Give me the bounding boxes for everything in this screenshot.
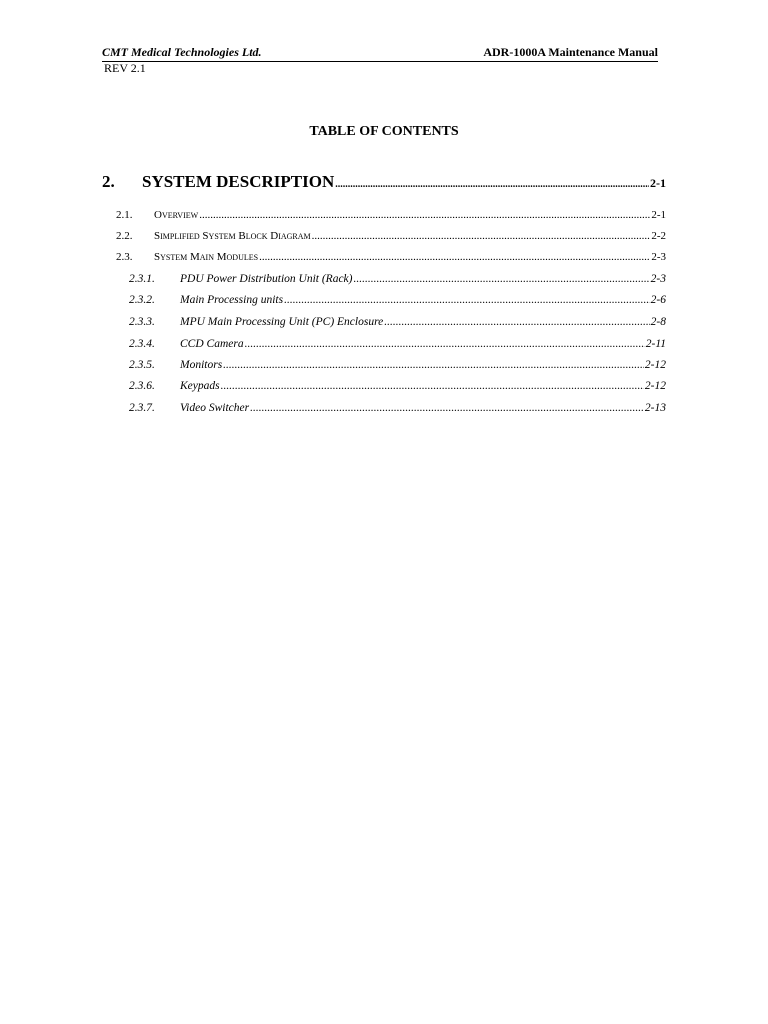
toc-entry-page: 2-3: [650, 273, 666, 285]
toc-dot-leader: [284, 294, 650, 306]
toc-entry-number: 2.1.: [116, 209, 133, 221]
toc-section-entry[interactable]: [116, 251, 666, 263]
toc-entry-number: 2.3.6.: [129, 380, 155, 392]
toc-dot-leader: [199, 209, 650, 221]
toc-title: TABLE OF CONTENTS: [309, 124, 459, 139]
toc-dot-leader: [223, 359, 644, 371]
toc-entry-title: Monitors: [180, 359, 223, 371]
toc-dot-leader: [384, 316, 649, 328]
toc-dot-leader: [250, 402, 644, 414]
toc-entry-number: 2.3.5.: [129, 359, 155, 371]
toc-entry-number: 2.3.3.: [129, 316, 155, 328]
toc-entry-title: Simplified System Block Diagram: [154, 230, 311, 242]
toc-entry-number: 2.2.: [116, 230, 133, 242]
toc-entry-page: 2-12: [644, 359, 666, 371]
toc-subsection-entry[interactable]: [129, 316, 666, 328]
toc-entry-title: PDU Power Distribution Unit (Rack): [180, 273, 353, 285]
toc-entry-page: 2-6: [650, 294, 666, 306]
toc-subsection-entry[interactable]: [129, 273, 666, 285]
manual-title: ADR-1000A Maintenance Manual: [483, 45, 658, 59]
toc-entry-page: 2-8: [650, 316, 666, 328]
toc-dot-leader: [335, 179, 649, 190]
toc-entry-title: Main Processing units: [180, 294, 284, 306]
toc-entry-page: 2-12: [644, 380, 666, 392]
toc-section-entry[interactable]: [116, 230, 666, 242]
toc-entry-title: CCD Camera: [180, 338, 244, 350]
toc-entry-number: 2.3.: [116, 251, 133, 263]
toc-subsection-entry[interactable]: [129, 402, 666, 414]
toc-entry-number: 2.: [102, 172, 115, 191]
toc-section-entry[interactable]: [116, 209, 666, 221]
toc-entry-page: 2-2: [651, 230, 666, 242]
toc-dot-leader: [245, 338, 645, 350]
toc-dot-leader: [312, 230, 651, 242]
page-header: [102, 45, 658, 62]
toc-subsection-entry[interactable]: [129, 359, 666, 371]
toc-entry-title: MPU Main Processing Unit (PC) Enclosure: [180, 316, 384, 328]
toc-entry-number: 2.3.1.: [129, 273, 155, 285]
toc-entry-page: 2-1: [651, 209, 666, 221]
toc-dot-leader: [221, 380, 644, 392]
toc-subsection-entry[interactable]: [129, 294, 666, 306]
toc-entry-page: 2-11: [645, 338, 666, 350]
toc-entry-number: 2.3.4.: [129, 338, 155, 350]
company-name: CMT Medical Technologies Ltd.: [102, 45, 262, 59]
toc-entry-title: System Main Modules: [154, 251, 259, 263]
toc-subsection-entry[interactable]: [129, 380, 666, 392]
toc-subsection-entry[interactable]: [129, 338, 666, 350]
toc-chapter-entry[interactable]: [102, 172, 666, 192]
toc-entry-title: Video Switcher: [180, 402, 250, 414]
toc-entry-page: 2-13: [644, 402, 666, 414]
toc-entry-title: Keypads: [180, 380, 220, 392]
toc-dot-leader: [259, 251, 650, 263]
toc-entry-number: 2.3.2.: [129, 294, 155, 306]
toc-dot-leader: [353, 273, 649, 285]
toc-entry-title: Overview: [154, 209, 199, 221]
toc-entry-page: 2-3: [651, 251, 666, 263]
toc-entry-number: 2.3.7.: [129, 402, 155, 414]
revision-label: REV 2.1: [104, 61, 146, 75]
toc-entry-title: SYSTEM DESCRIPTION: [142, 172, 335, 191]
toc-entry-page: 2-1: [650, 176, 666, 190]
